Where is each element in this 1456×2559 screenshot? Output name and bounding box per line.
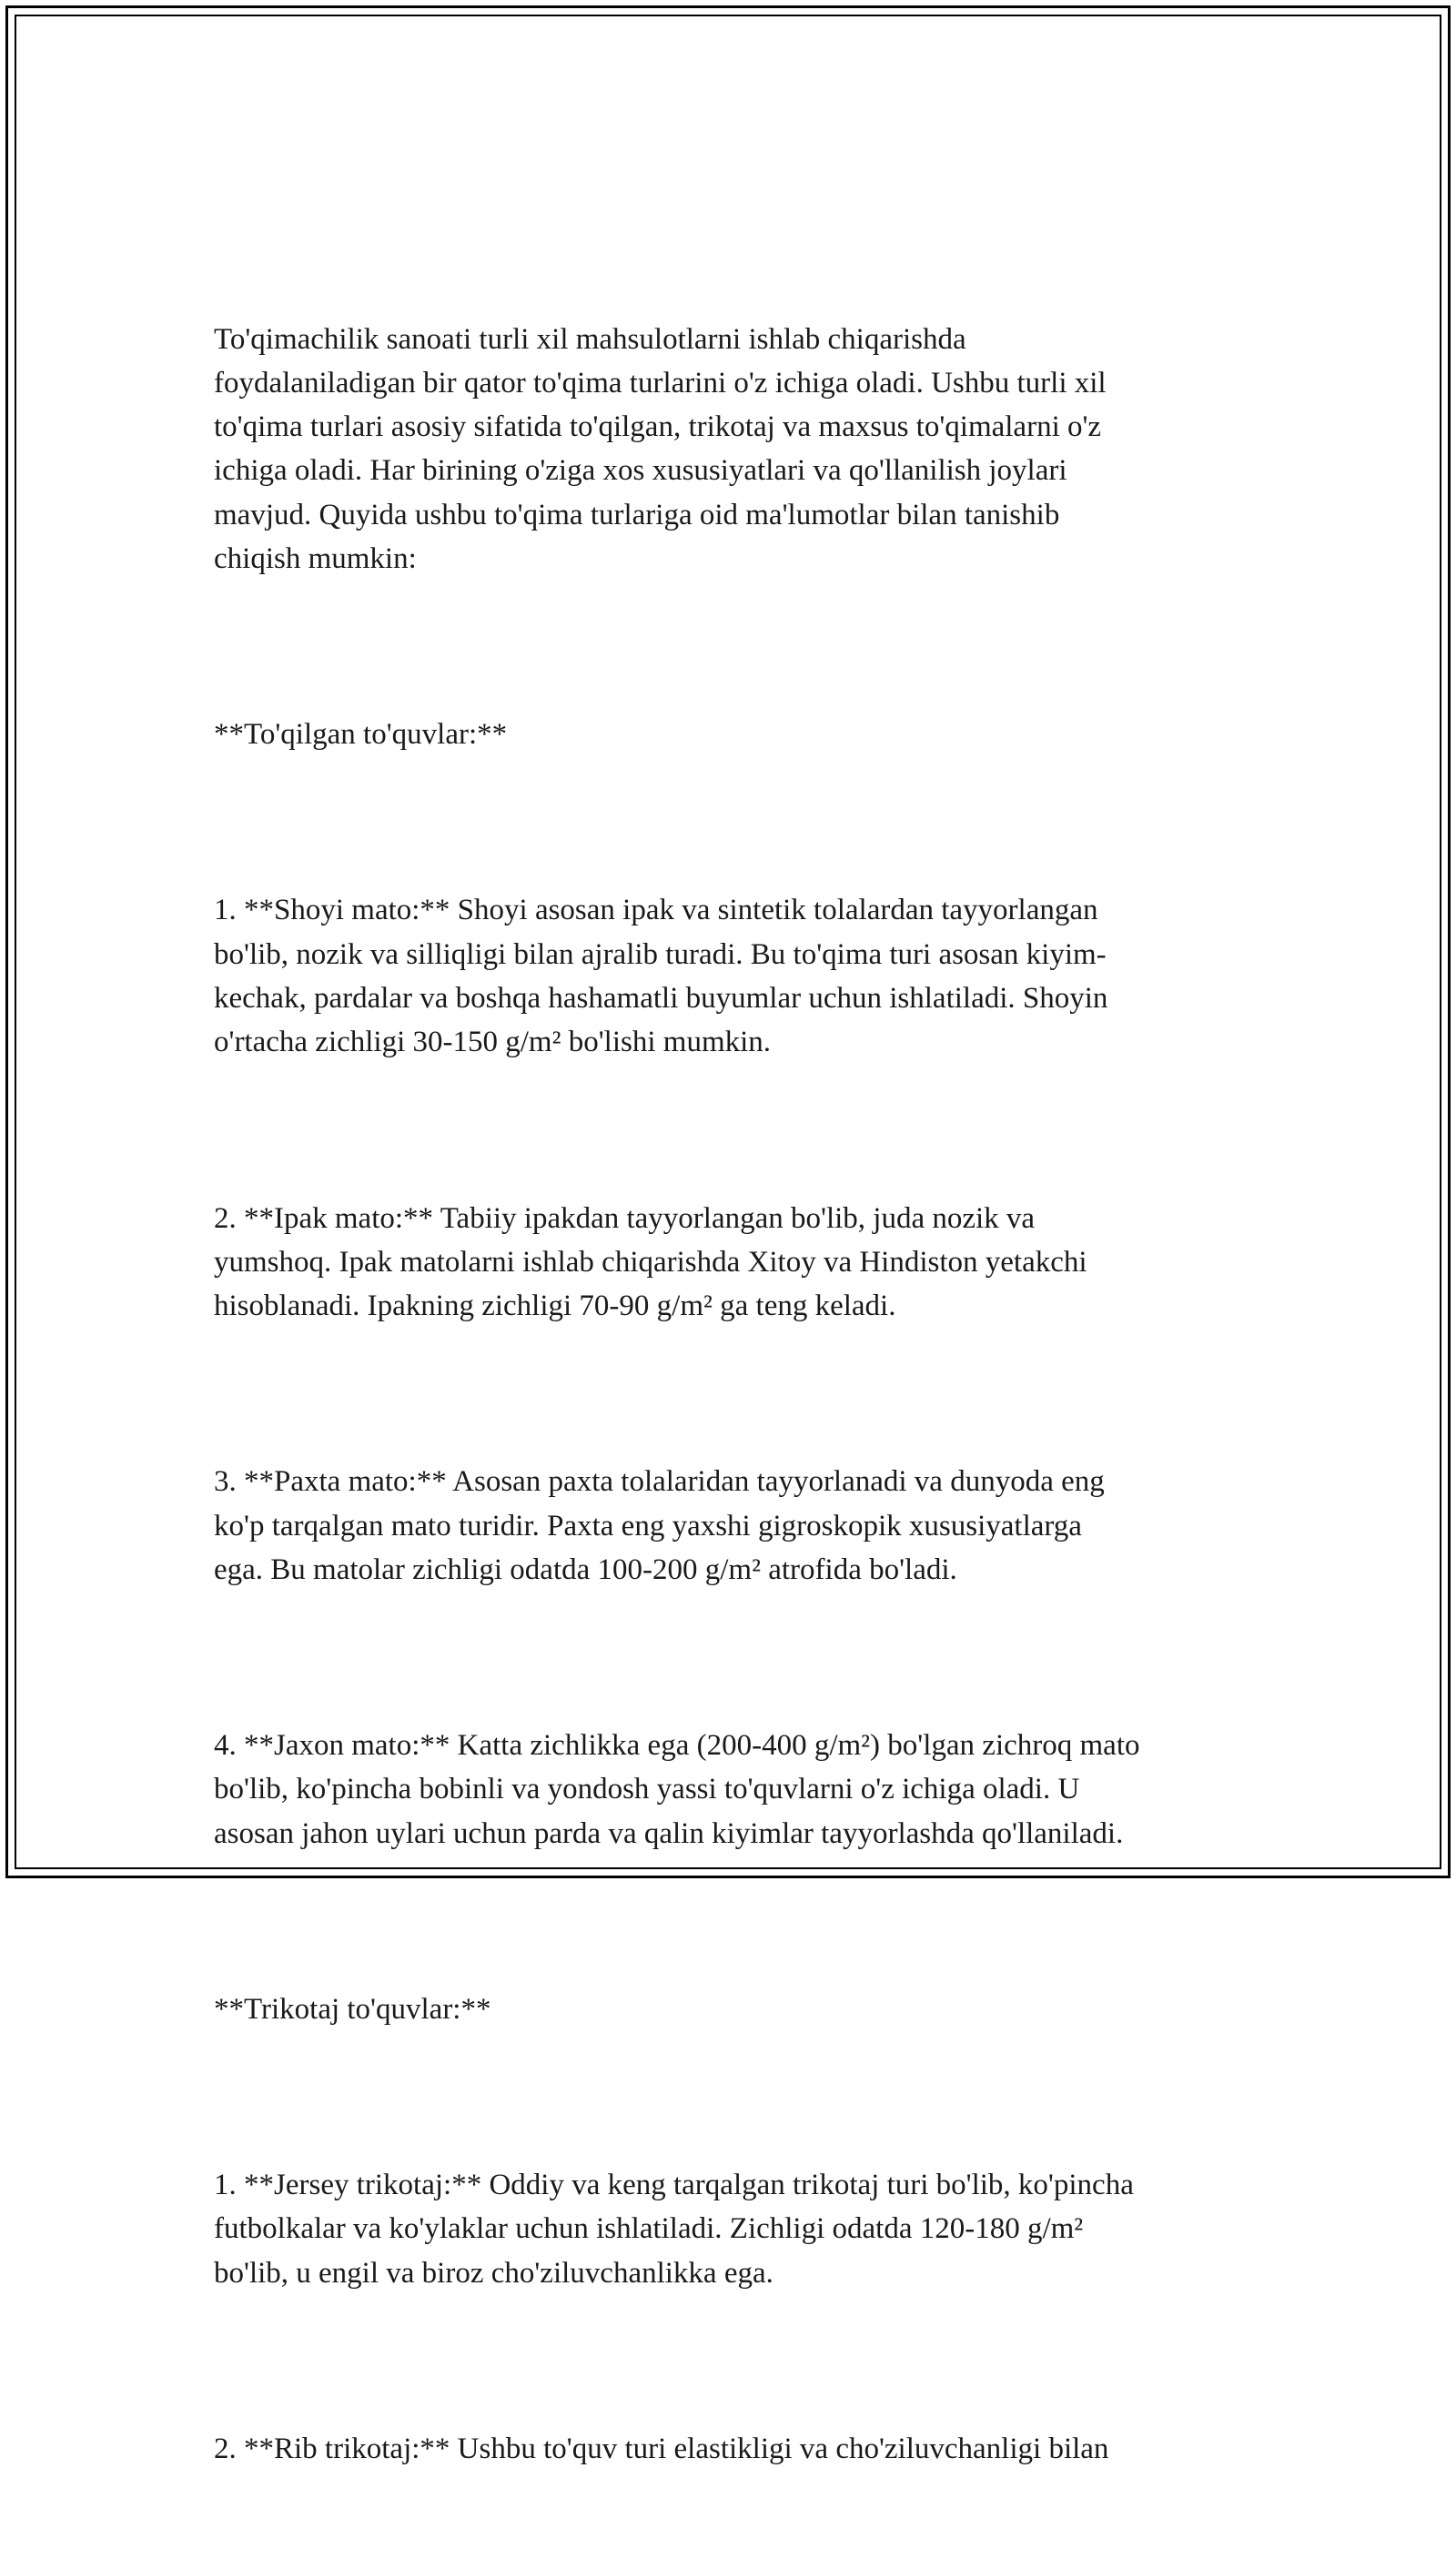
list-item-jersey: 1. **Jersey trikotaj:** Oddiy va keng tarqalgan trikotaj turi bo'lib, ko'pincha futbolkalar va ko'ylaklar uchun ishlatiladi. Zichligi odatda 120-180 g/m² bo'lib, u engil va biroz cho'ziluvchanlikka ega.: [214, 2169, 1134, 2290]
intro-paragraph: To'qimachilik sanoati turli xil mahsulotlarni ishlab chiqarishda foydalaniladigan bir qator to'qima turlarini o'z ichiga oladi. Ushbu turli xil to'qima turlari asosiy sifatida to'qilgan, trikotaj va maxsus to'qimalarni o'z ichiga oladi. Har birining o'ziga xos xususiyatlari va qo'llanilish joylari mavjud. Quyida ushbu to'qima turlariga oid ma'lumotlar bilan tanishib chiqish mumkin:: [214, 322, 1107, 576]
list-item-shoyi: 1. **Shoyi mato:** Shoyi asosan ipak va sintetik tolalardan tayyorlangan bo'lib, nozik va silliqligi bilan ajralib turadi. Bu to'qima turi asosan kiyim- kechak, pardalar va boshqa hashamatli buyumlar uchun ishlatiladi. Shoyin o'rtacha zichligi 30-150 g/m² bo'lishi mumkin.: [214, 894, 1108, 1059]
list-item-rib: 2. **Rib trikotaj:** Ushbu to'quv turi elastikligi va cho'ziluvchanligi bilan: [214, 2432, 1109, 2465]
list-item-ipak: 2. **Ipak mato:** Tabiiy ipakdan tayyorlangan bo'lib, juda nozik va yumshoq. Ipak matolarni ishlab chiqarishda Xitoy va Hindiston yetakchi hisoblanadi. Ipakning zichligi 70-90 g/m² ga teng keladi.: [214, 1201, 1087, 1323]
list-item-jaxon: 4. **Jaxon mato:** Katta zichlikka ega (200-400 g/m²) bo'lgan zichroq mato bo'lib, ko'pincha bobinli va yondosh yassi to'quvlarni o'z ichiga oladi. U asosan jahon uylari uchun parda va qalin kiyimlar tayyorlashda qo'llaniladi.: [214, 1729, 1140, 1850]
document-body: [214, 229, 1251, 2559]
section-heading-woven: **To'qilgan to'quvlar:**: [214, 718, 508, 752]
section-heading-knit: **Trikotaj to'quvlar:**: [214, 1992, 491, 2026]
list-item-paxta: 3. **Paxta mato:** Asosan paxta tolalaridan tayyorlanadi va dunyoda eng ko'p tarqalgan mato turidir. Paxta eng yaxshi gigroskopik xususiyatlarga ega. Bu matolar zichligi odatda 100-200 g/m² atrofida bo'ladi.: [214, 1465, 1105, 1586]
